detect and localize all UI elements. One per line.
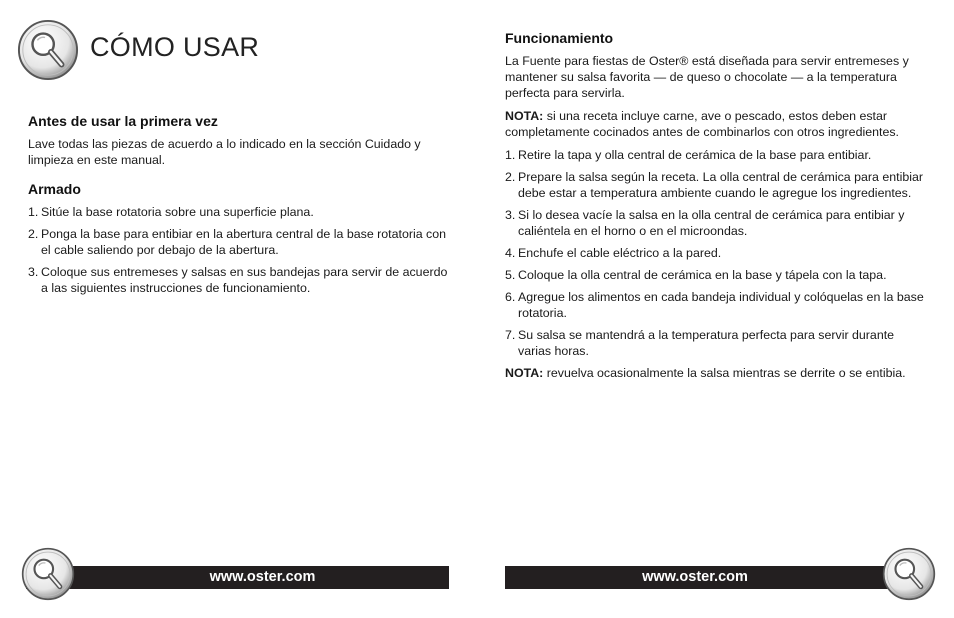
list-item: 3. Coloque sus entremeses y salsas en sus bandejas para servir de acuerdo a las siguientes instrucciones de funcionamiento.	[28, 265, 448, 295]
list-item: 2. Prepare la salsa según la receta. La olla central de cerámica para entibiar debe estar a temperatura ambiente cuando le agregue los ingredientes.	[505, 170, 923, 200]
section-heading-first-use: Antes de usar la primera vez	[28, 113, 218, 129]
magnifier-icon	[21, 547, 75, 601]
footer-url-link[interactable]: www.oster.com	[642, 569, 748, 585]
list-item: 7. Su salsa se mantendrá a la temperatura perfecta para servir durante varias horas.	[505, 328, 895, 358]
note-paragraph: NOTA: revuelva ocasionalmente la salsa mientras se derrite o se entibia.	[505, 366, 906, 380]
note-paragraph: NOTA: si una receta incluye carne, ave o pescado, estos deben estar completamente cocinados antes de combinarlos con otros ingredientes.	[505, 109, 899, 139]
operation-intro: La Fuente para fiestas de Oster® está diseñada para servir entremeses y mantener su salsa favorita — de queso o chocolate — a la temperatura perfecta para servirla.	[505, 54, 909, 100]
section-heading-operation: Funcionamiento	[505, 30, 614, 46]
list-item: 5. Coloque la olla central de cerámica en la base y tápela con la tapa.	[505, 268, 887, 282]
magnifier-icon	[882, 547, 936, 601]
note-label: NOTA:	[505, 366, 544, 380]
footer-url-bar-left	[26, 566, 449, 589]
right-column	[505, 29, 930, 388]
footer-url-bar-right	[505, 566, 925, 589]
list-item: 3. Si lo desea vacíe la salsa en la olla central de cerámica para entibiar y caliéntela en el horno o en el microondas.	[505, 208, 905, 238]
footer-url-link[interactable]: www.oster.com	[209, 569, 316, 585]
list-item: 6. Agregue los alimentos en cada bandeja individual y colóquelas en la base rotatoria.	[505, 290, 924, 320]
assembly-steps-list	[28, 204, 453, 296]
left-column	[28, 112, 453, 302]
operation-steps-list	[505, 147, 930, 359]
magnifier-icon	[17, 19, 79, 81]
page-title: CÓMO USAR	[90, 32, 260, 62]
list-item: 1. Sitúe la base rotatoria sobre una superficie plana.	[28, 205, 314, 219]
section-heading-assembly: Armado	[28, 181, 81, 197]
list-item: 1. Retire la tapa y olla central de cerámica de la base para entibiar.	[505, 148, 872, 162]
note-label: NOTA:	[505, 109, 544, 123]
list-item: 4. Enchufe el cable eléctrico a la pared.	[505, 246, 722, 260]
list-item: 2. Ponga la base para entibiar en la abertura central de la base rotatoria con el cable saliendo por debajo de la abertura.	[28, 227, 447, 257]
first-use-body: Lave todas las piezas de acuerdo a lo indicado en la sección Cuidado y limpieza en este manual.	[28, 137, 421, 167]
